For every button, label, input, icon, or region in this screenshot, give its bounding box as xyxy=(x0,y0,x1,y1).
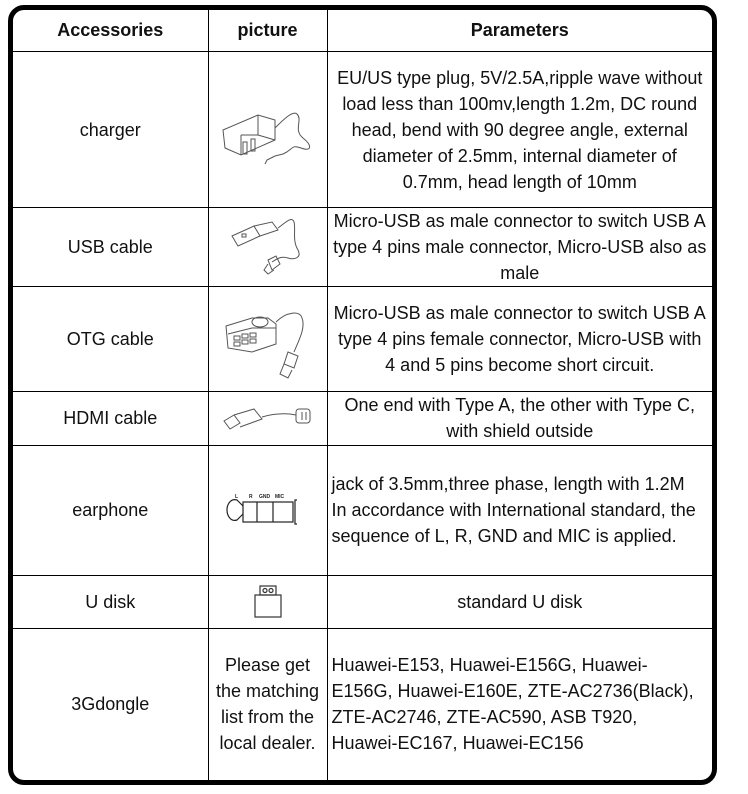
u-disk-icon xyxy=(251,584,285,620)
earphone-label-l: L xyxy=(234,494,238,501)
accessory-parameters: Micro-USB as male connector to switch USB A type 4 pins female connector, Micro-USB with 4 and 5 pins become short circuit. xyxy=(327,287,712,391)
accessory-name: 3Gdongle xyxy=(13,628,208,780)
table-header-row xyxy=(13,10,712,52)
accessory-name: USB cable xyxy=(13,207,208,286)
accessory-name: HDMI cable xyxy=(13,391,208,445)
accessory-parameters: standard U disk xyxy=(327,575,712,628)
table-row xyxy=(13,575,712,628)
accessory-parameters xyxy=(327,445,712,575)
accessory-picture xyxy=(208,207,327,286)
table-row xyxy=(13,52,712,208)
accessory-name: OTG cable xyxy=(13,287,208,391)
header-accessories: Accessories xyxy=(13,10,208,52)
header-parameters: Parameters xyxy=(327,10,712,52)
earphone-label-mic: MIC xyxy=(274,494,284,501)
accessory-picture xyxy=(208,575,327,628)
accessory-parameters: Micro-USB as male connector to switch USB A type 4 pins male connector, Micro-USB also as male xyxy=(327,207,712,286)
earphone-label-gnd: GND xyxy=(258,494,270,501)
accessory-name: earphone xyxy=(13,445,208,575)
accessory-name: U disk xyxy=(13,575,208,628)
accessory-picture xyxy=(208,52,327,208)
table-row xyxy=(13,287,712,391)
table-row xyxy=(13,391,712,445)
charger-icon xyxy=(213,90,323,170)
otg-cable-icon xyxy=(222,296,314,382)
accessories-table xyxy=(13,10,712,780)
earphone-label-r: R xyxy=(248,494,253,501)
header-picture: picture xyxy=(208,10,327,52)
accessories-table-frame xyxy=(8,5,717,785)
accessory-picture xyxy=(208,287,327,391)
parameter-line: jack of 3.5mm,three phase, length with 1.2M xyxy=(331,474,685,495)
parameter-line: In accordance with International standard, the sequence of L, R, GND and MIC is applied. xyxy=(331,500,696,547)
table-row xyxy=(13,628,712,780)
hdmi-cable-icon xyxy=(220,401,316,435)
usb-cable-icon xyxy=(228,214,308,280)
accessory-parameters: One end with Type A, the other with Type C, with shield outside xyxy=(327,391,712,445)
table-row xyxy=(13,207,712,286)
accessory-parameters: Huawei-E153, Huawei-E156G, Huawei-E156G, Huawei-E160E, ZTE-AC2736(Black), ZTE-AC2746, ZTE-AC590, ASB T920, Huawei-EC167, Huawei-EC156 xyxy=(327,628,712,780)
earphone-jack-icon xyxy=(223,490,313,530)
accessory-picture-note: Please get the matching list from the local dealer. xyxy=(208,628,327,780)
accessory-picture xyxy=(208,391,327,445)
accessory-picture xyxy=(208,445,327,575)
accessory-parameters: EU/US type plug, 5V/2.5A,ripple wave without load less than 100mv,length 1.2m, DC round head, bend with 90 degree angle, external diameter of 2.5mm, internal diameter of 0.7mm, head length of 10mm xyxy=(327,52,712,208)
accessory-name: charger xyxy=(13,52,208,208)
table-row xyxy=(13,445,712,575)
